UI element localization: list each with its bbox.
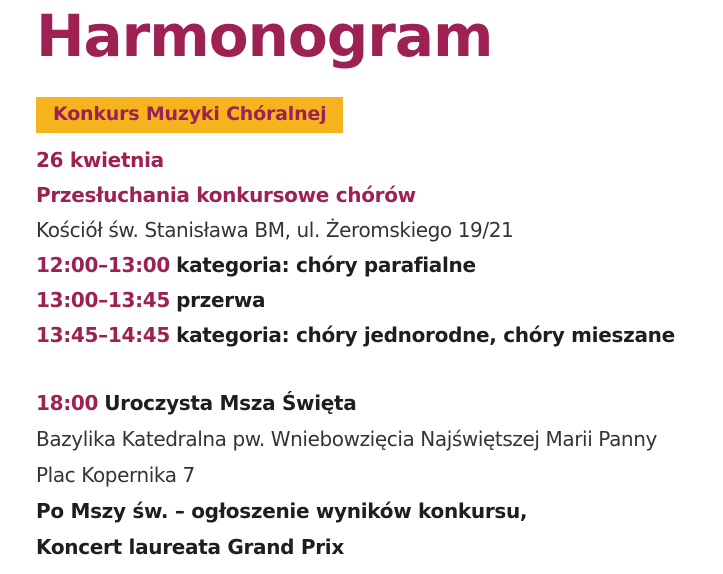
time-label: 13:45–14:45 — [36, 322, 171, 347]
section2-note-line1: Po Mszy św. – ogłoszenie wyników konkursu, — [36, 498, 528, 523]
time-label: 18:00 — [36, 390, 99, 415]
section-divider-space — [36, 353, 723, 385]
schedule-row — [36, 248, 723, 283]
schedule-row — [36, 318, 723, 353]
schedule-row — [36, 283, 723, 318]
section2-note-line2: Koncert laureata Grand Prix — [36, 534, 344, 559]
date-heading: 26 kwietnia — [36, 147, 164, 172]
activity-label: kategoria: chóry parafialne — [176, 252, 476, 277]
schedule-row — [36, 385, 723, 421]
activity-label: Uroczysta Msza Święta — [104, 390, 357, 415]
section1-heading: Przesłuchania konkursowe chórów — [36, 182, 416, 207]
event-badge: Konkurs Muzyki Chóralnej — [36, 97, 343, 133]
section1-venue: Kościół św. Stanisława BM, ul. Żeromskiego 19/21 — [36, 217, 514, 242]
time-label: 12:00–13:00 — [36, 252, 171, 277]
time-label: 13:00–13:45 — [36, 287, 171, 312]
activity-label: kategoria: chóry jednorodne, chóry mieszane — [176, 322, 675, 347]
schedule-list — [36, 143, 723, 565]
page-title: Harmonogram — [36, 2, 493, 70]
activity-label: przerwa — [176, 287, 266, 312]
section2-venue-line2: Plac Kopernika 7 — [36, 462, 195, 487]
section2-venue-line1: Bazylika Katedralna pw. Wniebowzięcia Najświętszej Marii Panny — [36, 426, 657, 451]
